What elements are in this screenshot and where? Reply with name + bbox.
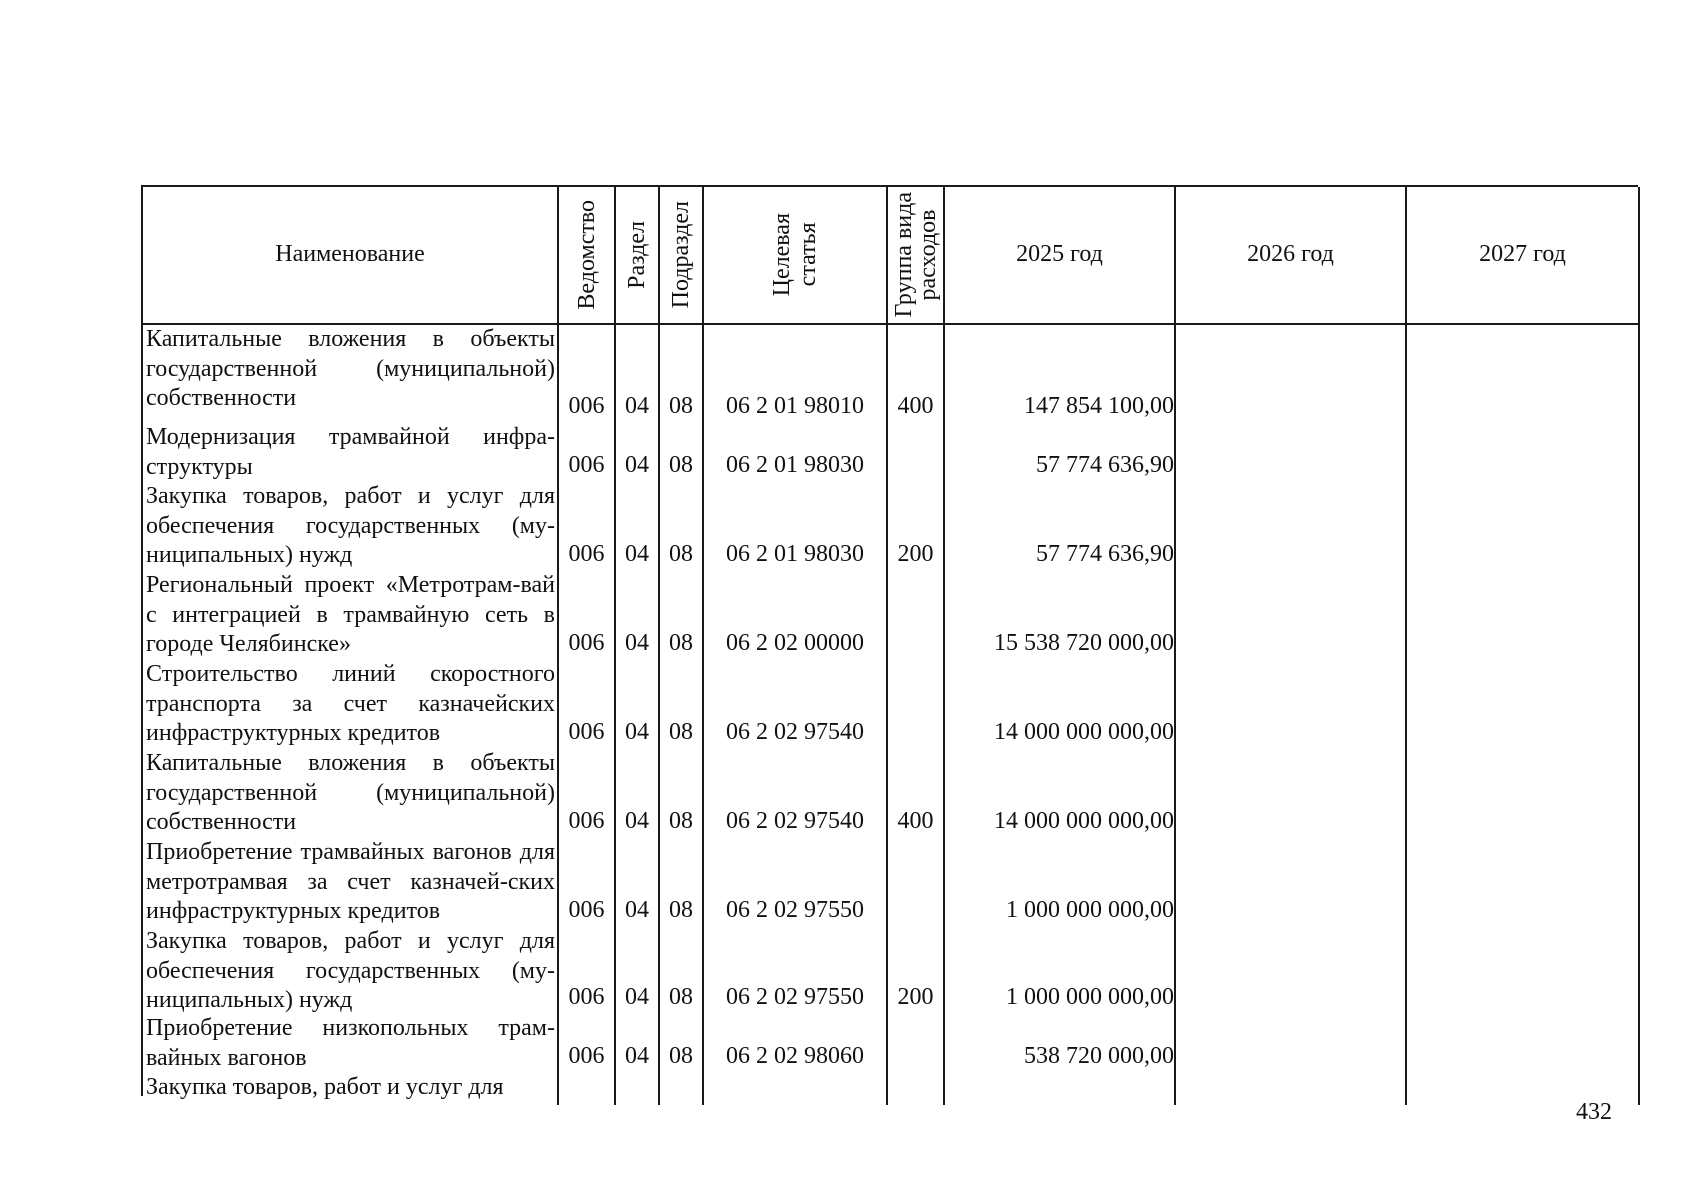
row-subsection: 08: [660, 423, 704, 482]
row-subsection: 08: [660, 1014, 704, 1073]
row-amount-2027: [1407, 482, 1640, 571]
row-amount-2027: [1407, 838, 1640, 927]
header-subsection: [660, 187, 704, 325]
row-section: 04: [616, 482, 660, 571]
header-target-item-line2: статья: [795, 223, 821, 287]
row-amount-2027: [1407, 325, 1640, 423]
header-2026-text: 2026 год: [1247, 241, 1334, 268]
header-department-text: Ведомство: [573, 200, 600, 310]
row-target-item: 06 2 02 97550: [704, 838, 888, 927]
row-department: 006: [559, 749, 616, 838]
row-name: Приобретение низкопольных трам-вайных вагонов: [143, 1014, 559, 1073]
header-target-item: [704, 187, 888, 325]
row-section: 04: [616, 1014, 660, 1073]
row-amount-2026: [1176, 749, 1407, 838]
row-target-item: [704, 1073, 888, 1105]
row-amount-2026: [1176, 423, 1407, 482]
header-expense-group-text: [892, 192, 940, 317]
row-subsection: 08: [660, 838, 704, 927]
header-2027-text: 2027 год: [1479, 241, 1566, 268]
row-subsection: 08: [660, 571, 704, 660]
row-amount-2027: [1407, 660, 1640, 749]
row-department: 006: [559, 1014, 616, 1073]
row-amount-2026: [1176, 571, 1407, 660]
row-amount-2025: 15 538 720 000,00: [945, 571, 1176, 660]
row-subsection: 08: [660, 749, 704, 838]
row-department: 006: [559, 660, 616, 749]
row-amount-2026: [1176, 482, 1407, 571]
row-subsection: [660, 1073, 704, 1105]
header-2027: [1407, 187, 1640, 325]
header-2026: [1176, 187, 1407, 325]
page-number: 432: [1576, 1099, 1612, 1125]
row-amount-2025: 538 720 000,00: [945, 1014, 1176, 1073]
row-department: 006: [559, 571, 616, 660]
row-amount-2026: [1176, 660, 1407, 749]
row-expense-group: [888, 571, 945, 660]
header-2025-text: 2025 год: [1016, 241, 1103, 268]
row-department: [559, 1073, 616, 1105]
row-target-item: 06 2 01 98010: [704, 325, 888, 423]
row-section: 04: [616, 927, 660, 1014]
row-name: Закупка товаров, работ и услуг для обеспечения государственных (му-ниципальных) нужд: [143, 927, 559, 1014]
row-expense-group: 200: [888, 927, 945, 1014]
row-amount-2025: 57 774 636,90: [945, 423, 1176, 482]
row-name: Капитальные вложения в объекты государственной (муниципальной) собственности: [143, 325, 559, 423]
row-target-item: 06 2 02 00000: [704, 571, 888, 660]
row-amount-2026: [1176, 927, 1407, 1014]
row-section: 04: [616, 838, 660, 927]
row-expense-group: [888, 660, 945, 749]
row-amount-2026: [1176, 325, 1407, 423]
row-name: Модернизация трамвайной инфра-структуры: [143, 423, 559, 482]
row-name: Закупка товаров, работ и услуг для: [143, 1073, 559, 1105]
row-amount-2027: [1407, 423, 1640, 482]
row-amount-2025: 1 000 000 000,00: [945, 927, 1176, 1014]
row-expense-group: 200: [888, 482, 945, 571]
row-section: 04: [616, 660, 660, 749]
row-amount-2026: [1176, 838, 1407, 927]
row-target-item: 06 2 02 98060: [704, 1014, 888, 1073]
row-amount-2026: [1176, 1073, 1407, 1105]
header-2025: [945, 187, 1176, 325]
header-expense-group-line2: расходов: [914, 209, 941, 301]
row-amount-2025: 147 854 100,00: [945, 325, 1176, 423]
header-target-item-line1: Целевая: [769, 213, 795, 297]
row-name: Региональный проект «Метротрам-вай с интеграцией в трамвайную сеть в городе Челябинске»: [143, 571, 559, 660]
row-department: 006: [559, 423, 616, 482]
header-name-text: Наименование: [275, 241, 425, 268]
row-expense-group: [888, 838, 945, 927]
header-expense-group-line1: Группа вида: [890, 192, 917, 318]
header-name: [143, 187, 559, 325]
row-subsection: 08: [660, 482, 704, 571]
header-section-text: Раздел: [624, 221, 650, 289]
row-subsection: 08: [660, 660, 704, 749]
header-expense-group: [888, 187, 945, 325]
row-section: 04: [616, 423, 660, 482]
header-section: [616, 187, 660, 325]
row-amount-2027: [1407, 1014, 1640, 1073]
row-expense-group: [888, 1073, 945, 1105]
row-name: Капитальные вложения в объекты государственной (муниципальной) собственности: [143, 749, 559, 838]
row-section: 04: [616, 325, 660, 423]
row-subsection: 08: [660, 927, 704, 1014]
row-expense-group: [888, 423, 945, 482]
row-subsection: 08: [660, 325, 704, 423]
row-name: Строительство линий скоростного транспорта за счет казначейских инфраструктурных кредитов: [143, 660, 559, 749]
row-target-item: 06 2 01 98030: [704, 482, 888, 571]
header-subsection-text: Подраздел: [668, 201, 694, 309]
header-target-item-text: [769, 213, 821, 296]
row-amount-2025: 14 000 000 000,00: [945, 660, 1176, 749]
row-amount-2025: 14 000 000 000,00: [945, 749, 1176, 838]
row-section: 04: [616, 749, 660, 838]
row-department: 006: [559, 482, 616, 571]
row-expense-group: [888, 1014, 945, 1073]
row-name: Приобретение трамвайных вагонов для метротрамвая за счет казначей-ских инфраструктурных кредитов: [143, 838, 559, 927]
row-target-item: 06 2 02 97540: [704, 660, 888, 749]
budget-table: [141, 185, 1638, 1100]
row-amount-2025: 1 000 000 000,00: [945, 838, 1176, 927]
row-target-item: 06 2 02 97550: [704, 927, 888, 1014]
row-section: 04: [616, 571, 660, 660]
row-amount-2026: [1176, 1014, 1407, 1073]
row-department: 006: [559, 838, 616, 927]
row-name: Закупка товаров, работ и услуг для обеспечения государственных (му-ниципальных) нужд: [143, 482, 559, 571]
header-department: [559, 187, 616, 325]
row-amount-2025: [945, 1073, 1176, 1105]
row-amount-2027: [1407, 927, 1640, 1014]
row-target-item: 06 2 01 98030: [704, 423, 888, 482]
row-amount-2027: [1407, 571, 1640, 660]
row-expense-group: 400: [888, 325, 945, 423]
row-department: 006: [559, 927, 616, 1014]
row-department: 006: [559, 325, 616, 423]
row-expense-group: 400: [888, 749, 945, 838]
row-section: [616, 1073, 660, 1105]
row-amount-2025: 57 774 636,90: [945, 482, 1176, 571]
row-amount-2027: [1407, 749, 1640, 838]
row-target-item: 06 2 02 97540: [704, 749, 888, 838]
